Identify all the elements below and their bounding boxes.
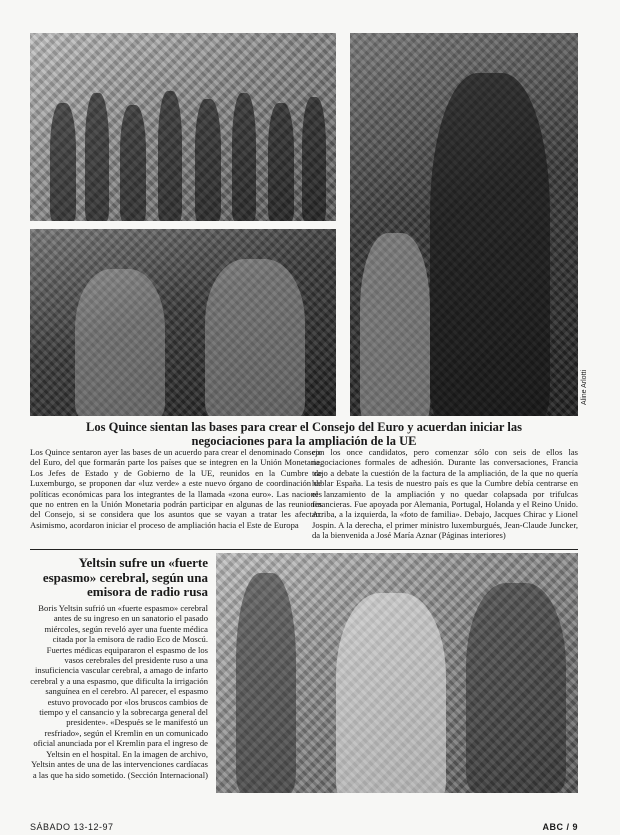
main-headline <box>30 420 578 448</box>
footer-page-number: ABC / 9 <box>542 822 578 832</box>
section-divider <box>30 549 578 550</box>
photo-juncker-aznar <box>350 33 578 416</box>
article-eu-column-2 <box>312 447 578 547</box>
article-eu-text-1: Los Quince sentaron ayer las bases de un acuerdo para crear el denominado Consejo del Euro, del que formarán parte los países que se integren en la Unión Monetaria. Los Jefes de Estado y de Gobierno de la UE, reunidos en la Cumbre de Luxemburgo, se proponen dar «luz verde» a este nuevo órgano de coordinación de políticas económicas para los integrantes de la llamada «zona euro». Las naciones que no entren en la Unión Monetaria podrán participar en algunas de las reuniones del Consejo, si se considera que los asuntos que se vayan a tratar les afectan. Asimismo, acordaron iniciar el proceso de ampliación hacia el Este de Europa <box>30 447 322 530</box>
footer-date: SÁBADO 13-12-97 <box>30 822 114 832</box>
article-eu-text-2: con los once candidatos, pero comenzar sólo con seis de ellos las negociaciones formales de adhesión. Durante las conversaciones, Francia trajo a debate la cuestión de la factura de la ampliación, de la que no quería hablar España. La tesis de nuestro país es que la Cumbre debía centrarse en el lanzamiento de la ampliación y no quedar colapsada por trifulcas financieras. Fue apoyada por Alemania, Portugal, Holanda y el Reino Unido. Arriba, a la izquierda, la «foto de familia». Debajo, Jacques Chirac y Lionel Jospin. A la derecha, el primer ministro luxemburgués, Jean-Claude Juncker, da la bienvenida a José María Aznar (Páginas interiores) <box>312 447 578 541</box>
main-headline-line2: negociaciones para la ampliación de la UE <box>191 434 417 448</box>
photo-yeltsin <box>216 553 578 793</box>
photo-credit: Aline Arlotti <box>581 369 588 405</box>
photo-family-portrait <box>30 33 336 221</box>
article-eu-column-1 <box>30 447 322 547</box>
yeltsin-headline: Yeltsin sufre un «fuerte espasmo» cerebral, según una emisora de radio rusa <box>42 555 208 599</box>
yeltsin-body-text: Boris Yeltsin sufrió un «fuerte espasmo» cerebral antes de su ingreso en un sanatorio el pasado miércoles, según reveló ayer una fuente médica citada por la emisora de radio Eco de Moscú. Fuertes médicas equipararon el espasmo de los vasos cerebrales del presidente ruso a una insuficiencia vascular cerebral, a amago de infarto cerebral y a una espasmo, que dificulta la irrigación sanguínea en el cerebro. Al parecer, el espasmo estuvo provocado por «los bruscos cambios de tiempo y el cansancio y la sobrecarga general del presidente». «Después se le manifestó un resfriado», según el Kremlin en un comunicado oficial anunciada por el Kremlin para el ingreso de Yeltsin en el hospital. En la imagen de archivo, Yeltsin antes de una de las intervenciones cardíacas a las que ha sido sometido. (Sección Internacional) <box>30 603 208 780</box>
main-headline-line1: Los Quince sientan las bases para crear el Consejo del Euro y acuerdan iniciar las <box>86 420 522 434</box>
yeltsin-body <box>30 603 208 793</box>
photo-chirac-jospin <box>30 229 336 416</box>
